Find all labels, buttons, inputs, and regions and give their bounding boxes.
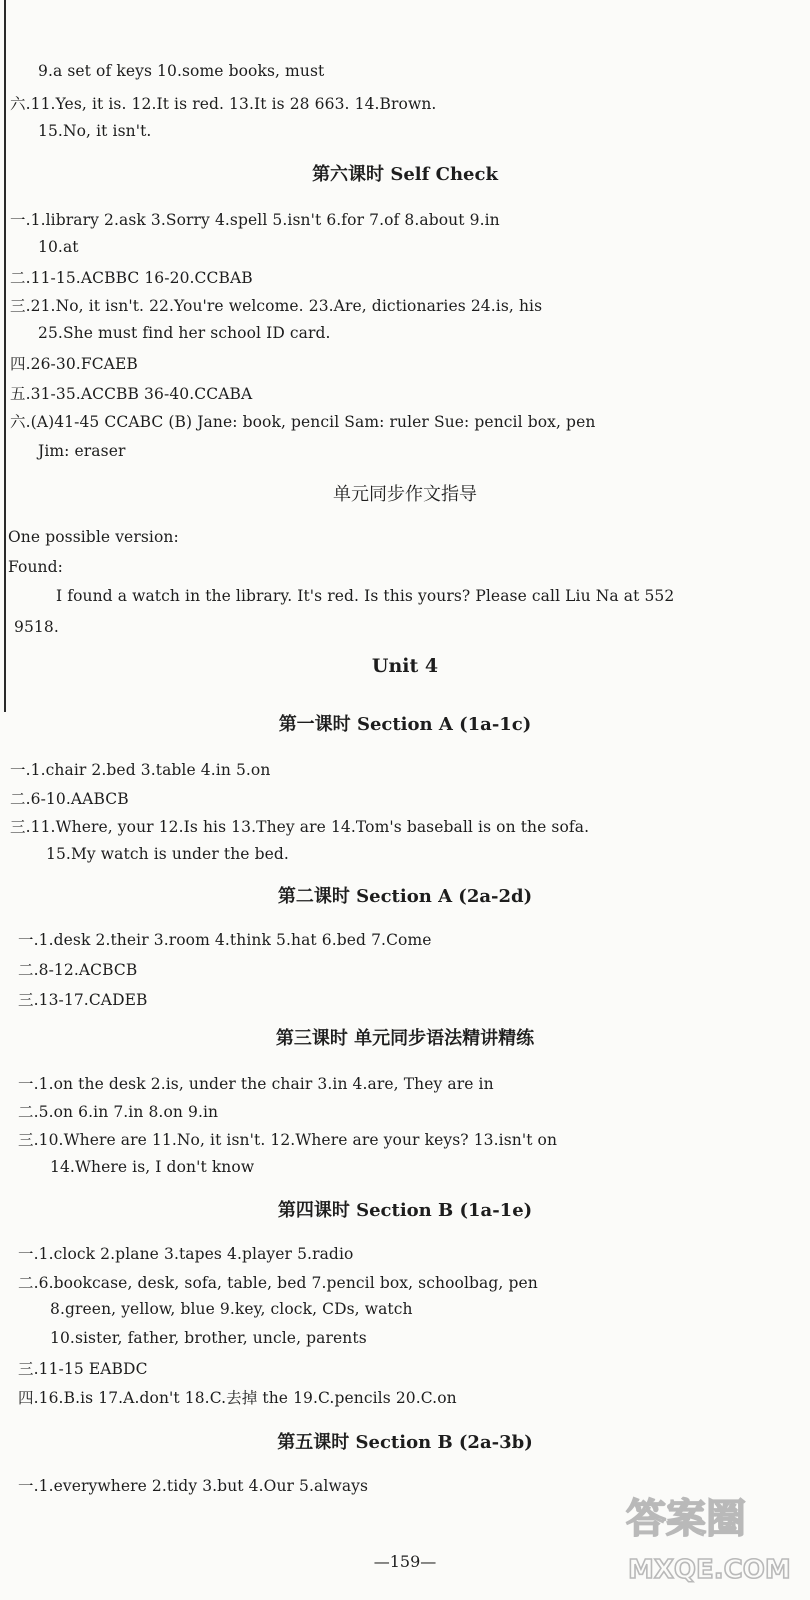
answer-line: 二.6-10.AABCB bbox=[10, 790, 129, 808]
section-heading: 单元同步作文指导 bbox=[333, 484, 477, 505]
answer-line: 三.21.No, it isn't. 22.You're welcome. 23.Are, dictionaries 24.is, his bbox=[10, 297, 543, 315]
answer-line: 二.11-15.ACBBC 16-20.CCBAB bbox=[10, 269, 253, 287]
answer-line: 14.Where is, I don't know bbox=[50, 1158, 255, 1176]
watermark-logo bbox=[622, 1482, 798, 1592]
answer-line: 二.5.on 6.in 7.in 8.on 9.in bbox=[18, 1103, 219, 1121]
answer-line: 一.1.library 2.ask 3.Sorry 4.spell 5.isn't 6.for 7.of 8.about 9.in bbox=[10, 211, 500, 229]
answer-line: 二.8-12.ACBCB bbox=[18, 961, 138, 979]
section-heading: 第五课时 Section B (2a-3b) bbox=[277, 1432, 533, 1453]
answer-line: 一.1.everywhere 2.tidy 3.but 4.Our 5.always bbox=[18, 1477, 369, 1495]
answer-line: 10.sister, father, brother, uncle, parents bbox=[50, 1329, 367, 1347]
answer-line: 15.No, it isn't. bbox=[38, 122, 152, 140]
section-heading: 第二课时 Section A (2a-2d) bbox=[277, 886, 533, 907]
section-heading: 第四课时 Section B (1a-1e) bbox=[277, 1200, 533, 1221]
answer-line: 15.My watch is under the bed. bbox=[46, 845, 289, 863]
answer-line: 四.16.B.is 17.A.don't 18.C.去掉 the 19.C.pencils 20.C.on bbox=[18, 1389, 457, 1407]
answer-line: 10.at bbox=[38, 238, 79, 256]
section-heading: 第三课时 单元同步语法精讲精练 bbox=[275, 1028, 535, 1049]
answer-line: Jim: eraser bbox=[38, 442, 126, 460]
answer-line: 三.13-17.CADEB bbox=[18, 991, 148, 1009]
left-margin-line bbox=[4, 0, 6, 712]
answer-line: 六.11.Yes, it is. 12.It is red. 13.It is 28 663. 14.Brown. bbox=[10, 95, 437, 113]
answer-line: One possible version: bbox=[8, 528, 179, 546]
section-heading: 第六课时 Self Check bbox=[312, 164, 498, 185]
answer-line: 一.1.on the desk 2.is, under the chair 3.in 4.are, They are in bbox=[18, 1075, 494, 1093]
answer-line: 9518. bbox=[14, 618, 59, 636]
watermark-top-text: 答案圈 bbox=[626, 1496, 746, 1542]
answer-line: 三.11.Where, your 12.Is his 13.They are 14.Tom's baseball is on the sofa. bbox=[10, 818, 590, 836]
page-number: —159— bbox=[373, 1552, 437, 1571]
answer-line: 四.26-30.FCAEB bbox=[10, 355, 138, 373]
answer-line: 8.green, yellow, blue 9.key, clock, CDs, watch bbox=[50, 1300, 413, 1318]
answer-line: 一.1.desk 2.their 3.room 4.think 5.hat 6.bed 7.Come bbox=[18, 931, 432, 949]
answer-line: 五.31-35.ACCBB 36-40.CCABA bbox=[10, 385, 253, 403]
answer-line: 一.1.clock 2.plane 3.tapes 4.player 5.radio bbox=[18, 1245, 354, 1263]
answer-line: 一.1.chair 2.bed 3.table 4.in 5.on bbox=[10, 761, 271, 779]
answer-line: 三.10.Where are 11.No, it isn't. 12.Where are your keys? 13.isn't on bbox=[18, 1131, 558, 1149]
answer-line: 25.She must find her school ID card. bbox=[38, 324, 331, 342]
answer-line: 二.6.bookcase, desk, sofa, table, bed 7.pencil box, schoolbag, pen bbox=[18, 1274, 538, 1292]
answer-line: 9.a set of keys 10.some books, must bbox=[38, 62, 325, 80]
answer-line: I found a watch in the library. It's red. Is this yours? Please call Liu Na at 552 bbox=[56, 587, 675, 605]
answer-line: Found: bbox=[8, 558, 63, 576]
unit-title: Unit 4 bbox=[371, 655, 439, 677]
answer-line: 三.11-15 EABDC bbox=[18, 1360, 148, 1378]
watermark-bottom-text: MXQE.COM bbox=[628, 1555, 791, 1585]
section-heading: 第一课时 Section A (1a-1c) bbox=[278, 714, 532, 735]
answer-line: 六.(A)41-45 CCABC (B) Jane: book, pencil Sam: ruler Sue: pencil box, pen bbox=[10, 413, 596, 431]
